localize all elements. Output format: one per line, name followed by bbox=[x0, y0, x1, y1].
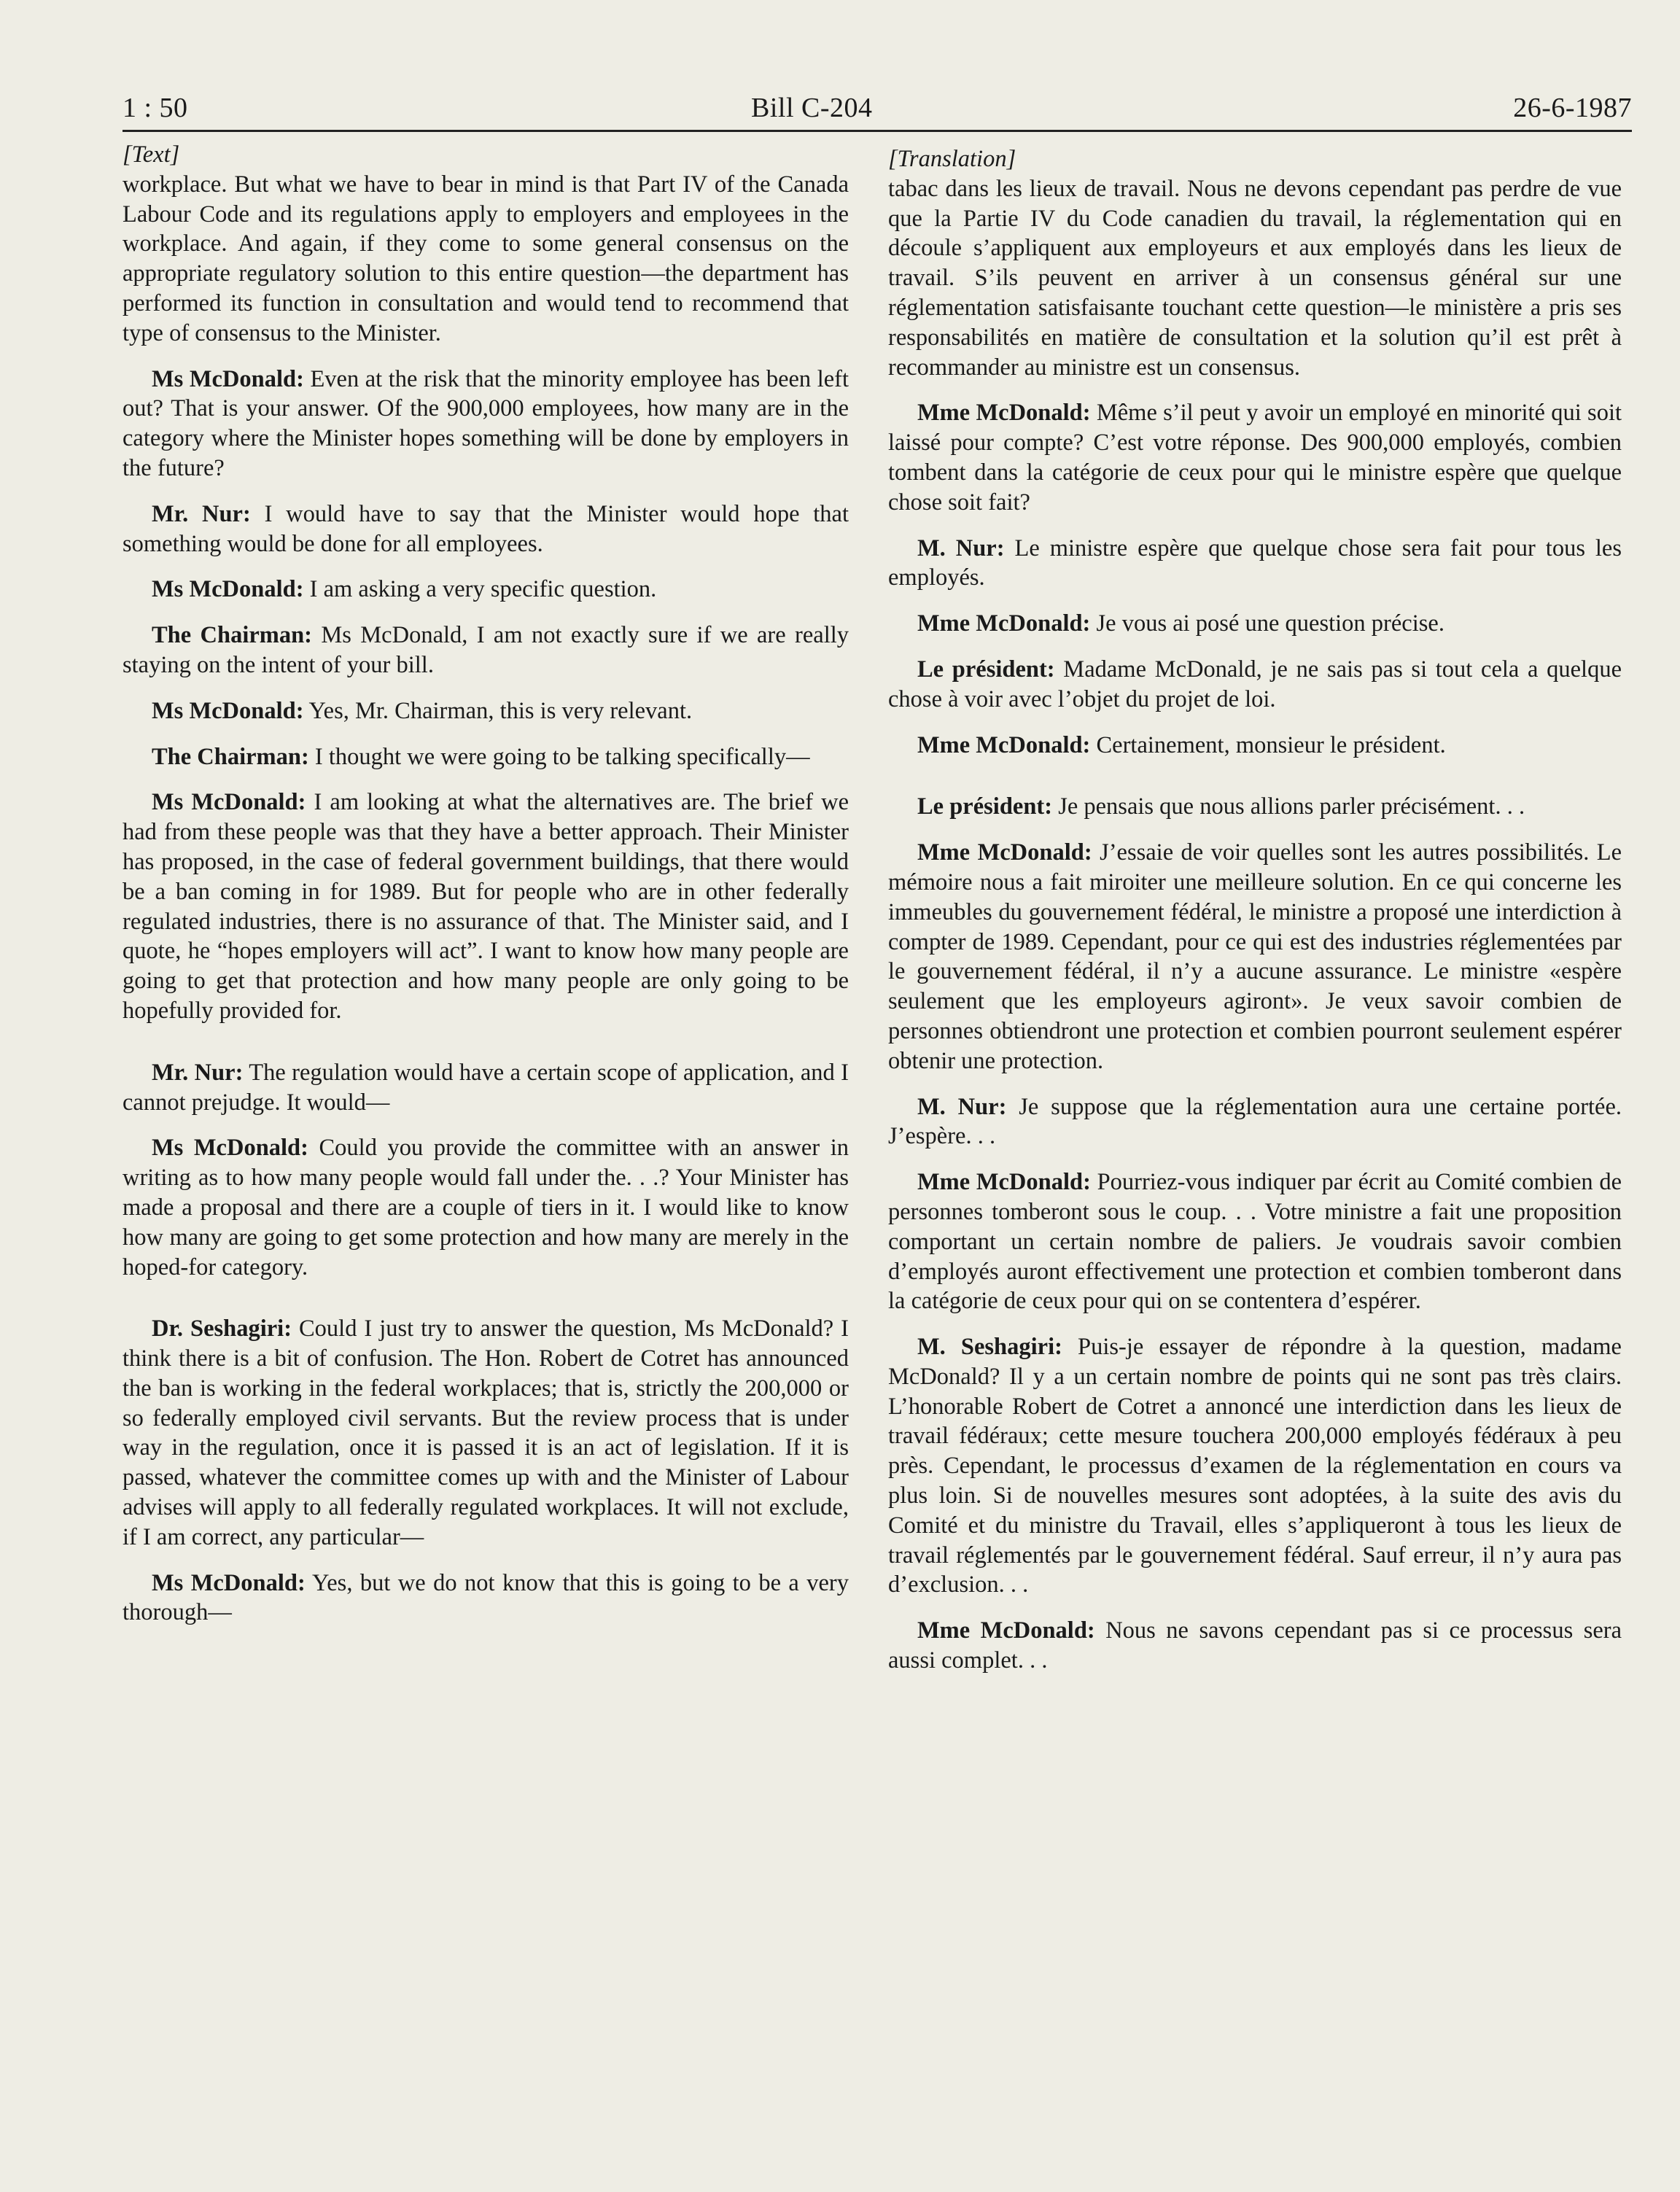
paragraph bbox=[888, 1092, 1622, 1152]
paragraph-text: Yes, Mr. Chairman, this is very relevant. bbox=[308, 697, 693, 724]
paragraph-text: Puis-je essayer de répondre à la question, madame McDonald? Il y a un certain nombre de points qui ne sont pas très clairs. L’honorable Robert de Cotret a annoncé une interdiction dans les lieux de travail fédéraux; cette mesure touchera 200,000 employés fédéraux à peu près. Cependant, le processus d’examen de la réglementation en cours va plus loin. Si de nouvelles mesures sont adoptées, à la suite des avis du Comité et du ministre du Travail, elles s’appliqueront à tous les lieux de travail réglementés par le gouvernement fédéral. Sauf erreur, il n’y aura pas d’exclusion. . . bbox=[888, 1334, 1622, 1598]
paragraph bbox=[122, 621, 849, 680]
paragraph bbox=[122, 575, 849, 605]
paragraph bbox=[888, 655, 1622, 715]
paragraph bbox=[888, 609, 1622, 639]
speaker-name: Mr. Nur: bbox=[152, 1059, 244, 1086]
paragraph-text: I am asking a very specific question. bbox=[309, 576, 657, 603]
speaker-name: The Chairman: bbox=[152, 743, 309, 770]
bill-title: Bill C-204 bbox=[751, 93, 873, 123]
paragraph-text: tabac dans les lieux de travail. Nous ne devons cependant pas perdre de vue que la Partie IV du Code canadien du travail, la réglementation qui en découle s’appliquent aux employeurs et aux employés dans les lieux de travail. S’ils peuvent en arriver à un consensus général sur une réglementation satisfaisante touchant cette question—le ministère a pris ses responsabilités en matière de consultation et la solution qu’il est prêt à recommander au ministre est un consensus. bbox=[888, 175, 1622, 381]
paragraph-text: J’essaie de voir quelles sont les autres possibilités. Le mémoire nous a fait miroiter une meilleure solution. En ce qui concerne les immeubles du gouvernement fédéral, le ministre a proposé une interdiction à compter de 1989. Cependant, pour ce qui est des industries réglementées par le gouvernement fédéral, il n’y a aucune assurance. Le ministre «espère seulement que les employeurs agiront». Je veux savoir combien de personnes obtiendront une protection et combien pourront seulement espérer obtenir une protection. bbox=[888, 839, 1622, 1074]
paragraph bbox=[888, 398, 1622, 517]
paragraph bbox=[122, 500, 849, 559]
paragraph-text: I would have to say that the Minister would hope that something would be done for all employees. bbox=[122, 500, 849, 557]
paragraph bbox=[122, 1314, 849, 1552]
speaker-name: Mr. Nur: bbox=[152, 500, 251, 527]
page-number: 1 : 50 bbox=[122, 93, 188, 123]
speaker-name: Mme McDonald: bbox=[917, 610, 1091, 637]
paragraph-text: Le ministre espère que quelque chose sera fait pour tous les employés. bbox=[888, 535, 1622, 591]
speaker-name: Dr. Seshagiri: bbox=[152, 1315, 292, 1342]
column-label: [Translation] bbox=[888, 146, 1016, 172]
paragraph bbox=[122, 1058, 849, 1118]
speaker-name: M. Nur: bbox=[917, 1093, 1007, 1120]
speaker-name: Ms McDonald: bbox=[152, 1135, 308, 1162]
speaker-name: Ms McDonald: bbox=[152, 576, 304, 603]
speaker-name: Mme McDonald: bbox=[917, 839, 1092, 866]
speaker-name: Mme McDonald: bbox=[917, 731, 1091, 758]
paragraph bbox=[888, 1332, 1622, 1600]
paragraph bbox=[888, 534, 1622, 594]
paragraph-text: workplace. But what we have to bear in mind is that Part IV of the Canada Labour Code and its regulations apply to employers and employees in the workplace. And again, if they come to some general consensus on the appropriate regulatory solution to this entire question—the department has performed its function in consultation and would tend to recommend that type of consensus to the Minister. bbox=[122, 171, 849, 346]
paragraph bbox=[122, 1569, 849, 1628]
speaker-name: Le président: bbox=[917, 793, 1053, 820]
paragraph-text: Pourriez-vous indiquer par écrit au Comité combien de personnes tomberont sous le coup. . . Votre ministre a fait une proposition comportant un certain nombre de paliers. Je voudrais savoir combien d’employés auront effectivement une protection et combien tomberont dans la catégorie de ceux pour qui on se contentera d’espérer. bbox=[888, 1169, 1622, 1315]
speaker-name: Ms McDonald: bbox=[152, 697, 304, 724]
speaker-name: Mme McDonald: bbox=[917, 400, 1091, 427]
speaker-name: Mme McDonald: bbox=[917, 1169, 1091, 1196]
paragraph-text: Yes, but we do not know that this is going to be a very thorough— bbox=[122, 1569, 849, 1626]
paragraph-text: Could I just try to answer the question, Ms McDonald? I think there is a bit of confusion. The Hon. Robert de Cotret has announced the ban is working in the federal workplaces; that is, strictly the 200,000 or so federally employed civil servants. But the review process that is under way in the regulation, once it is passed it is an act of legislation. If it is passed, whatever the committee comes up with and the Minister of Labour advises will apply to all federally regulated workplaces. It will not exclude, if I am correct, any particular— bbox=[122, 1315, 849, 1550]
page-date: 26-6-1987 bbox=[1513, 93, 1632, 123]
speaker-name: The Chairman: bbox=[152, 622, 313, 649]
speaker-name: Le président: bbox=[917, 656, 1055, 683]
paragraph bbox=[888, 1167, 1622, 1316]
paragraph bbox=[888, 1616, 1622, 1676]
paragraph bbox=[888, 731, 1622, 761]
speaker-name: M. Nur: bbox=[917, 535, 1005, 561]
paragraph-text: Certainement, monsieur le président. bbox=[1096, 731, 1446, 758]
paragraph bbox=[888, 174, 1622, 383]
french-column bbox=[888, 144, 1622, 1692]
paragraph-text: I am looking at what the alternatives are. The brief we had from these people was that they have a better approach. Their Minister has proposed, in the case of federal government buildings, that there would be a ban coming in for 1989. But for people who are in other federally regulated industries, there is no assurance of that. The Minister said, and I quote, he “hopes employers will act”. I want to know how many people are going to get that protection and how many people are only going to be hopefully provided for. bbox=[122, 789, 849, 1024]
paragraph bbox=[122, 742, 849, 772]
speaker-name: Ms McDonald: bbox=[152, 365, 304, 392]
paragraph bbox=[122, 696, 849, 726]
speaker-name: M. Seshagiri: bbox=[917, 1334, 1062, 1361]
paragraph-text: Même s’il peut y avoir un employé en minorité qui soit laissé pour compte? C’est votre réponse. Des 900,000 employés, combien tombent dans la catégorie de ceux pour qui le ministre espère que quelque chose soit fait? bbox=[888, 400, 1622, 516]
paragraph-text: Madame McDonald, je ne sais pas si tout cela a quelque chose à voir avec l’objet du projet de loi. bbox=[888, 656, 1622, 712]
page-header bbox=[122, 79, 1632, 132]
paragraph bbox=[122, 1133, 849, 1282]
paragraph bbox=[122, 788, 849, 1025]
paragraph-text: Even at the risk that the minority employee has been left out? That is your answer. Of the 900,000 employees, how many are in the category where the Minister hopes something will be done by employers in the future? bbox=[122, 365, 849, 481]
speaker-name: Ms McDonald: bbox=[152, 1569, 306, 1596]
column-label: [Text] bbox=[122, 141, 180, 168]
paragraph-text: I thought we were going to be talking specifically— bbox=[314, 743, 810, 770]
paragraph bbox=[122, 170, 849, 349]
paragraph bbox=[888, 792, 1622, 822]
paragraph-text: Could you provide the committee with an answer in writing as to how many people would fall under the. . .? Your Minister has made a proposal and there are a couple of tiers in it. I would like to know how many are going to get some protection and how many are merely in the hoped-for category. bbox=[122, 1135, 849, 1280]
speaker-name: Ms McDonald: bbox=[152, 789, 306, 816]
paragraph-text: Ms McDonald, I am not exactly sure if we are really staying on the intent of your bill. bbox=[122, 622, 849, 678]
paragraph bbox=[888, 838, 1622, 1076]
paragraph-text: Je suppose que la réglementation aura une certaine portée. J’espère. . . bbox=[888, 1093, 1622, 1150]
speaker-name: Mme McDonald: bbox=[917, 1617, 1095, 1644]
paragraph-text: Je vous ai posé une question précise. bbox=[1096, 610, 1444, 637]
english-column bbox=[122, 140, 849, 1644]
paragraph bbox=[122, 365, 849, 483]
paragraph-text: Nous ne savons cependant pas si ce processus sera aussi complet. . . bbox=[888, 1617, 1622, 1674]
paragraph-text: The regulation would have a certain scope of application, and I cannot prejudge. It would— bbox=[122, 1059, 849, 1116]
paragraph-text: Je pensais que nous allions parler précisément. . . bbox=[1058, 793, 1525, 820]
